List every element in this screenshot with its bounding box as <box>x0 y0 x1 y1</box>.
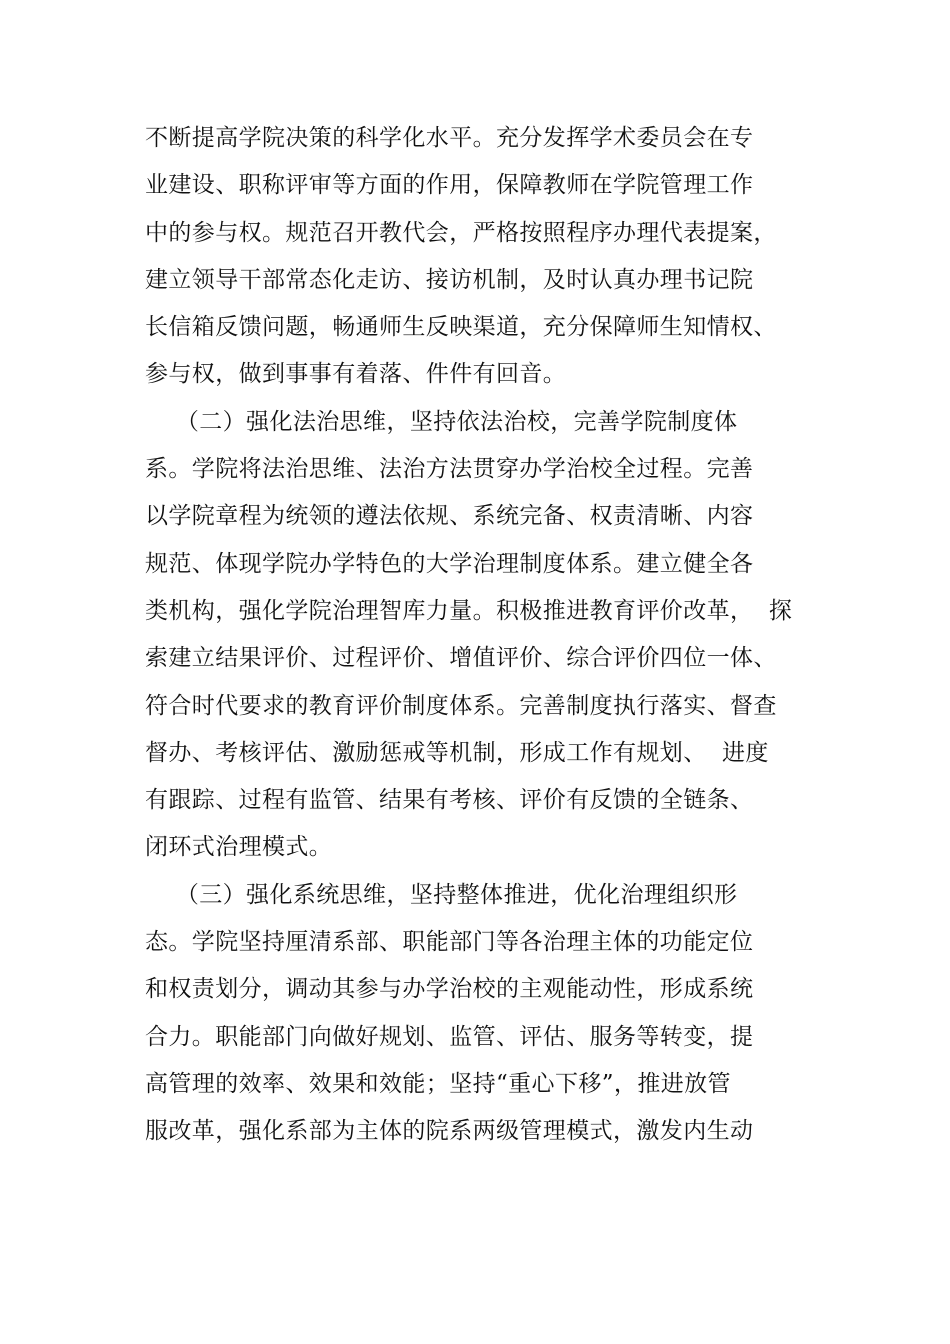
text-line: 合力。职能部门向做好规划、监管、评估、服务等转变，提 <box>145 1023 754 1050</box>
text-line: 服改革，强化系部为主体的院系两级管理模式，激发内生动 <box>145 1118 754 1145</box>
text-line: 索建立结果评价、过程评价、增值评价、综合评价四位一体、 <box>145 645 777 672</box>
text-line: 不断提高学院决策的科学化水平。充分发挥学术委员会在专 <box>145 125 754 151</box>
text-line: 系。学院将法治思维、法治方法贯穿办学治校全过程。完善 <box>145 456 754 483</box>
section-heading-line: （二）强化法治思维，坚持依法治校，完善学院制度体 <box>145 408 738 435</box>
text-line: 高管理的效率、效果和效能；坚持“重心下移”，推进放管 <box>145 1070 731 1097</box>
text-line: 规范、体现学院办学特色的大学治理制度体系。建立健全各 <box>145 550 754 577</box>
document-body <box>145 115 815 1156</box>
text-line: 有跟踪、过程有监管、结果有考核、评价有反馈的全链条、 <box>145 787 754 814</box>
text-line: 态。学院坚持厘清系部、职能部门等各治理主体的功能定位 <box>145 929 754 956</box>
text-line: 业建设、职称评审等方面的作用，保障教师在学院管理工作 <box>145 172 754 199</box>
text-line: 以学院章程为统领的遵法依规、系统完备、权责清晰、内容 <box>145 503 754 530</box>
text-line: 参与权，做到事事有着落、件件有回音。 <box>145 361 567 388</box>
text-line: 和权责划分，调动其参与办学治校的主观能动性，形成系统 <box>145 976 754 1003</box>
text-line: 中的参与权。规范召开教代会，严格按照程序办理代表提案， <box>145 219 777 246</box>
text-line: 督办、考核评估、激励惩戒等机制，形成工作有规划、 进度 <box>145 739 769 766</box>
text-line: 闭环式治理模式。 <box>145 834 333 861</box>
section-heading-line: （三）强化系统思维，坚持整体推进，优化治理组织形 <box>145 881 738 908</box>
text-line: 建立领导干部常态化走访、接访机制，及时认真办理书记院 <box>145 266 754 293</box>
text-line: 长信箱反馈问题，畅通师生反映渠道，充分保障师生知情权、 <box>145 314 777 341</box>
text-line: 类机构，强化学院治理智库力量。积极推进教育评价改革， 探 <box>145 597 793 624</box>
text-line: 符合时代要求的教育评价制度体系。完善制度执行落实、督查 <box>145 692 777 719</box>
